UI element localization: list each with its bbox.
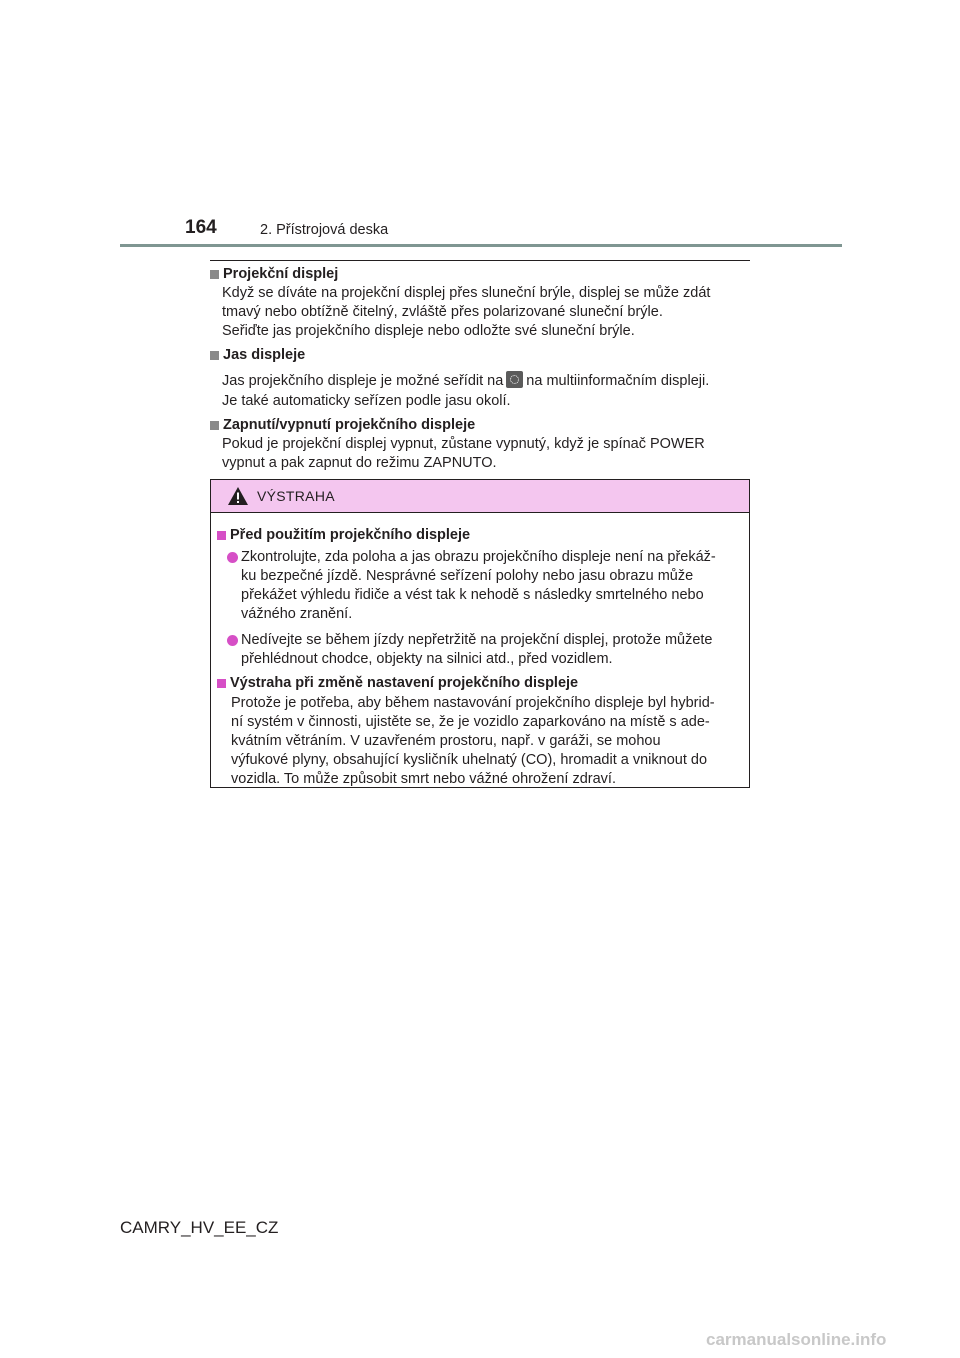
text-line: přehlédnout chodce, objekty na silnici atd., před vozidlem.	[241, 651, 613, 667]
section-projection-display	[210, 264, 750, 341]
page-number: 164	[185, 217, 217, 238]
text-line: Je také automaticky seřízen podle jasu okolí.	[222, 393, 511, 409]
text-line: Seřiďte jas projekčního displeje nebo odložte své sluneční brýle.	[222, 323, 635, 339]
text-line: Pokud je projekční displej vypnut, zůstane vypnutý, když je spínač POWER	[222, 436, 705, 452]
square-bullet-icon	[210, 351, 219, 360]
text-line: Když se díváte na projekční displej přes sluneční brýle, displej se může zdát	[222, 285, 711, 301]
section-title: Projekční displej	[223, 266, 339, 282]
text-line: překážet výhledu řidiče a vést tak k nehodě s následky smrtelného nebo	[241, 587, 704, 603]
warning-bullet	[217, 548, 743, 624]
section-text	[210, 371, 750, 411]
warning-text	[217, 694, 743, 789]
warning-section-heading	[217, 525, 743, 545]
section-text	[210, 435, 750, 473]
text-line: Zkontrolujte, zda poloha a jas obrazu projekčního displeje není na překáž-	[241, 549, 716, 565]
text-line: ku bezpečné jízdě. Nesprávné seřízení polohy nebo jasu obrazu může	[241, 568, 694, 584]
warning-section-title: Před použitím projekčního displeje	[230, 527, 471, 543]
warning-bullet	[217, 631, 743, 669]
square-bullet-icon	[210, 270, 219, 279]
section-title: Zapnutí/vypnutí projekčního displeje	[223, 417, 476, 433]
square-bullet-icon	[217, 531, 226, 540]
text-line: ní systém v činnosti, ujistěte se, že je vozidlo zaparkováno na místě s ade-	[231, 714, 710, 730]
main-content	[210, 264, 750, 477]
square-bullet-icon	[210, 421, 219, 430]
watermark: carmanualsonline.info	[706, 1330, 887, 1349]
brightness-settings-icon	[506, 371, 523, 388]
warning-box	[210, 479, 750, 788]
text-line: vážného zranění.	[241, 606, 353, 622]
text-line: výfukové plyny, obsahující kysličník uhelnatý (CO), hromadit a vniknout do	[231, 752, 708, 768]
text-line: Protože je potřeba, aby během nastavování projekčního displeje byl hybrid-	[231, 695, 715, 711]
header-rule	[120, 244, 842, 247]
document-code: CAMRY_HV_EE_CZ	[120, 1218, 279, 1237]
section-heading	[210, 264, 750, 284]
text-fragment: na multiinformačním displeji.	[526, 373, 710, 389]
section-heading	[210, 415, 750, 435]
warning-section-heading	[217, 673, 743, 693]
section-title: Jas displeje	[223, 347, 306, 363]
content-rule	[210, 260, 750, 261]
chapter-title: 2. Přístrojová deska	[260, 222, 389, 238]
warning-header	[211, 480, 749, 513]
text-line: vypnut a pak zapnut do režimu ZAPNUTO.	[222, 455, 497, 471]
circle-bullet-icon	[227, 635, 238, 646]
warning-triangle-icon	[227, 486, 249, 506]
section-display-brightness	[210, 345, 750, 411]
text-line	[222, 371, 750, 392]
text-line: kvátním větráním. V uzavřeném prostoru, např. v garáži, se mohou	[231, 733, 661, 749]
circle-bullet-icon	[227, 552, 238, 563]
text-line: tmavý nebo obtížně čitelný, zvláště přes polarizované sluneční brýle.	[222, 304, 663, 320]
text-line: Nedívejte se během jízdy nepřetržitě na projekční displej, protože můžete	[241, 632, 713, 648]
warning-body	[211, 513, 749, 789]
text-fragment: Jas projekčního displeje je možné seřídit na	[222, 373, 504, 389]
warning-section-title: Výstraha při změně nastavení projekčního displeje	[230, 675, 579, 691]
square-bullet-icon	[217, 679, 226, 688]
section-display-on-off	[210, 415, 750, 473]
section-text	[210, 284, 750, 341]
text-line: vozidla. To může způsobit smrt nebo vážné ohrožení zdraví.	[231, 771, 616, 787]
warning-label: VÝSTRAHA	[257, 488, 335, 504]
section-heading	[210, 345, 750, 365]
